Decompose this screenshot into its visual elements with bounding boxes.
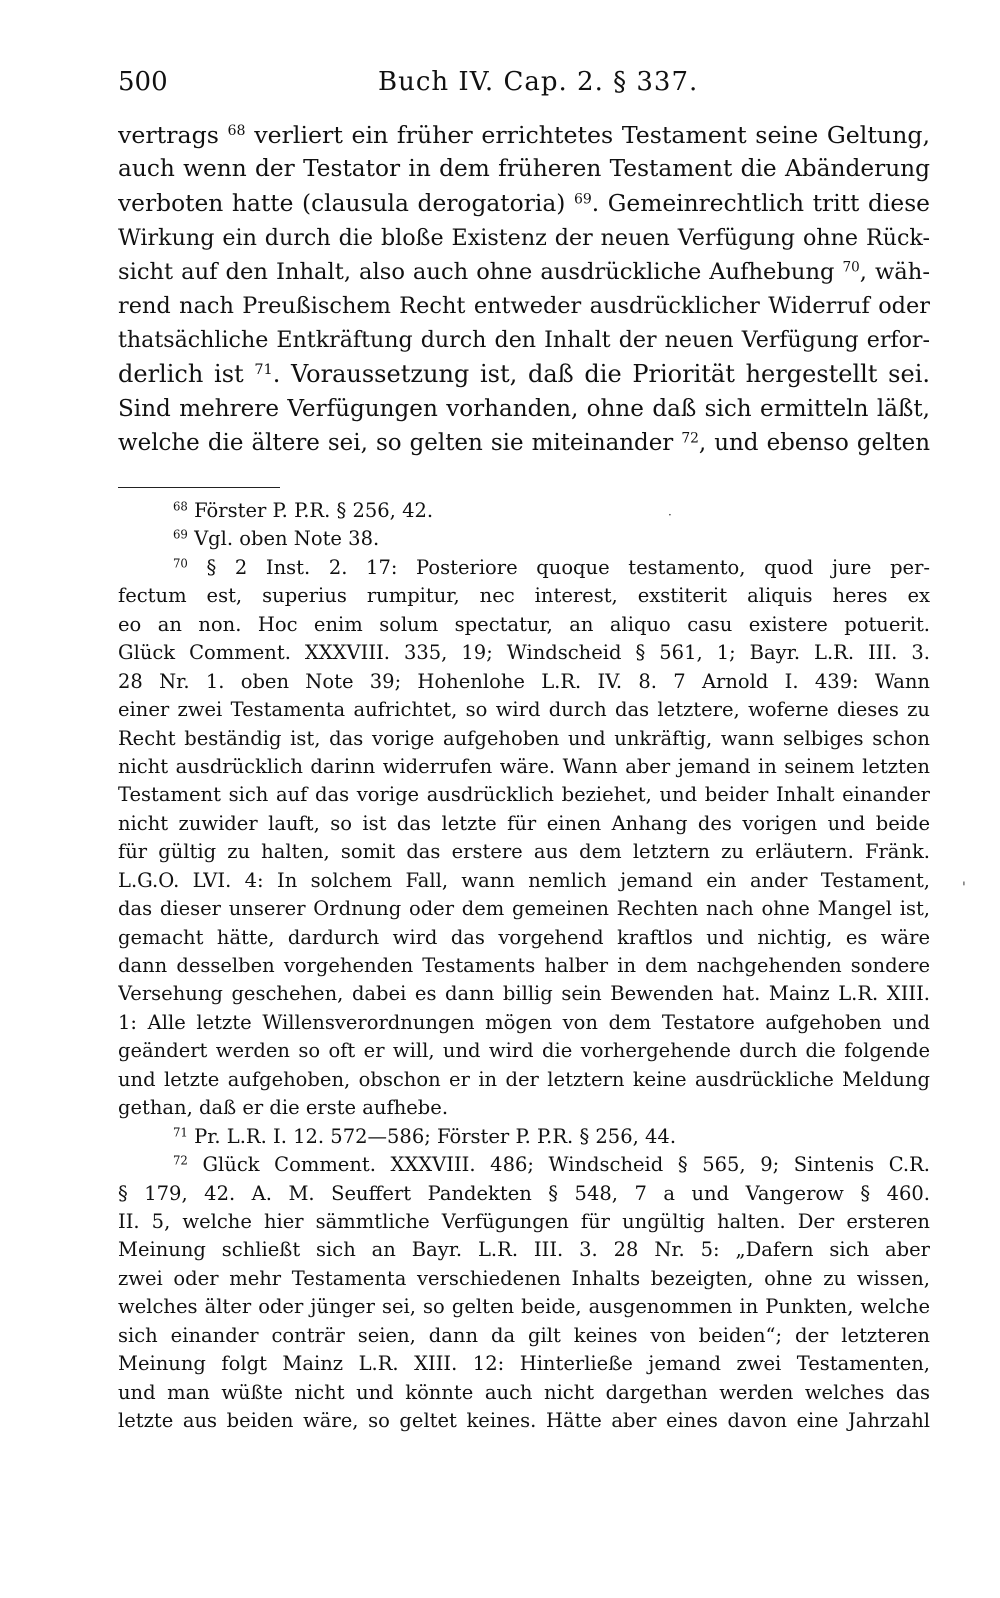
- main-text-line: welche die ältere sei, so gelten sie miteinander $^{72}$, und ebenso gelten: [118, 429, 930, 456]
- main-text-line: rend nach Preußischem Recht entweder ausdrücklicher Widerruf oder: [118, 292, 930, 319]
- main-text-line: thatsächliche Entkräftung durch den Inhalt der neuen Verfügung erfor-: [118, 327, 930, 354]
- print-speck: ·: [668, 508, 672, 522]
- footnote-70: $^{70}$ § 2 Inst. 2. 17: Posteriore quoque testamento, quod jure per-: [173, 555, 930, 579]
- footnote-line: II. 5, welche hier sämmtliche Verfügungen für ungültig halten. Der ersteren: [118, 1209, 930, 1233]
- margin-mark: ': [962, 880, 966, 896]
- footnote-line: nicht ausdrücklich darinn widerrufen wäre. Wann aber jemand in seinem letzten: [118, 754, 930, 778]
- footnote-69: $^{69}$ Vgl. oben Note 38.: [173, 527, 380, 551]
- footnote-line: Testament sich auf das vorige ausdrücklich beziehet, und beider Inhalt einander: [118, 783, 930, 807]
- footnote-line: zwei oder mehr Testamenta verschiedenen Inhalts bezeigten, ohne zu wissen,: [118, 1266, 930, 1290]
- footnote-72: $^{72}$ Glück Comment. XXXVIII. 486; Windscheid § 565, 9; Sintenis C.R.: [173, 1153, 930, 1177]
- footnote-line: Meinung schließt sich an Bayr. L.R. III. 3. 28 Nr. 5: „Dafern sich aber: [118, 1238, 930, 1262]
- main-text-line: verboten hatte (clausula derogatoria) $^{69}$. Gemeinrechtlich tritt diese: [118, 189, 930, 218]
- footnote-line: Meinung folgt Mainz L.R. XIII. 12: Hinterließe jemand zwei Testamenten,: [118, 1352, 930, 1376]
- footnote-line: gethan, daß er die erste aufhebe.: [118, 1096, 449, 1120]
- footnote-line: geändert werden so oft er will, und wird die vorhergehende durch die folgende: [118, 1039, 930, 1063]
- footnote-line: welches älter oder jünger sei, so gelten beide, ausgenommen in Punkten, welche: [118, 1295, 930, 1319]
- footnote-71: $^{71}$ Pr. L.R. I. 12. 572—586; Förster P. P.R. § 256, 44.: [173, 1124, 677, 1148]
- footnote-line: das dieser unserer Ordnung oder dem gemeinen Rechten nach ohne Mangel ist,: [118, 897, 930, 921]
- footnote-line: Versehung geschehen, dabei es dann billig sein Bewenden hat. Mainz L.R. XIII.: [118, 982, 930, 1006]
- footnote-line: 28 Nr. 1. oben Note 39; Hohenlohe L.R. IV. 8. 7 Arnold I. 439: Wann: [118, 669, 930, 693]
- footnote-line: 1: Alle letzte Willensverordnungen mögen von dem Testatore aufgehoben und: [118, 1010, 930, 1034]
- main-text-line: vertrags $^{68}$ verliert ein früher errichtetes Testament seine Geltung,: [118, 121, 930, 149]
- footnotes: [118, 497, 930, 1435]
- footnote-line: Recht beständig ist, das vorige aufgehoben und unkräftig, wann selbiges schon: [118, 726, 930, 750]
- footnote-68: $^{68}$ Förster P. P.R. § 256, 42.: [173, 499, 434, 522]
- footnote-line: L.G.O. LVI. 4: In solchem Fall, wann nemlich jemand ein ander Testament,: [118, 868, 930, 892]
- footnote-line: letzte aus beiden wäre, so geltet keines. Hätte aber eines davon eine Jahrzahl: [118, 1409, 930, 1432]
- footnote-line: und man wüßte nicht und könnte auch nicht dargethan werden welches das: [118, 1380, 930, 1404]
- footnote-line: fectum est, superius rumpitur, nec interest, exstiterit aliquis heres ex: [118, 584, 930, 608]
- page-number: 500: [118, 67, 168, 97]
- page-header: [118, 62, 930, 102]
- footnote-line: einer zwei Testamenta aufrichtet, so wird durch das letztere, woferne dieses zu: [118, 698, 930, 722]
- footnote-line: nicht zuwider lauft, so ist das letzte für einen Anhang des vorigen und beide: [118, 811, 930, 835]
- main-text-line: auch wenn der Testator in dem früheren Testament die Abänderung: [118, 155, 930, 183]
- footnote-separator: [118, 487, 280, 488]
- footnote-line: für gültig zu halten, somit das erstere aus dem letztern zu erläutern. Fränk.: [118, 840, 930, 864]
- footnote-line: sich einander conträr seien, dann da gilt keines von beiden“; der letzteren: [118, 1323, 930, 1347]
- main-text-line: sicht auf den Inhalt, also auch ohne ausdrückliche Aufhebung $^{70}$, wäh-: [118, 258, 930, 285]
- footnote-line: dann desselben vorgehenden Testaments halber in dem nachgehenden sondere: [118, 954, 930, 977]
- main-text: [118, 118, 930, 460]
- footnote-line: Glück Comment. XXXVIII. 335, 19; Windscheid § 561, 1; Bayr. L.R. III. 3.: [118, 641, 930, 665]
- footnote-line: und letzte aufgehoben, obschon er in der letztern keine ausdrückliche Meldung: [118, 1067, 930, 1091]
- footnote-line: gemacht hätte, dardurch wird das vorgehend kraftlos und nichtig, es wäre: [118, 925, 930, 949]
- main-text-line: Sind mehrere Verfügungen vorhanden, ohne daß sich ermitteln läßt,: [118, 395, 930, 422]
- main-text-line: derlich ist $^{71}$. Voraussetzung ist, daß die Priorität hergestellt sei.: [118, 360, 930, 389]
- running-title: Buch IV. Cap. 2. § 337.: [378, 67, 699, 97]
- footnote-line: § 179, 42. A. M. Seuffert Pandekten § 548, 7 a und Vangerow § 460.: [118, 1181, 930, 1205]
- main-text-line: Wirkung ein durch die bloße Existenz der neuen Verfügung ohne Rück-: [118, 224, 930, 251]
- footnote-line: eo an non. Hoc enim solum spectatur, an aliquo casu existere potuerit.: [118, 612, 930, 636]
